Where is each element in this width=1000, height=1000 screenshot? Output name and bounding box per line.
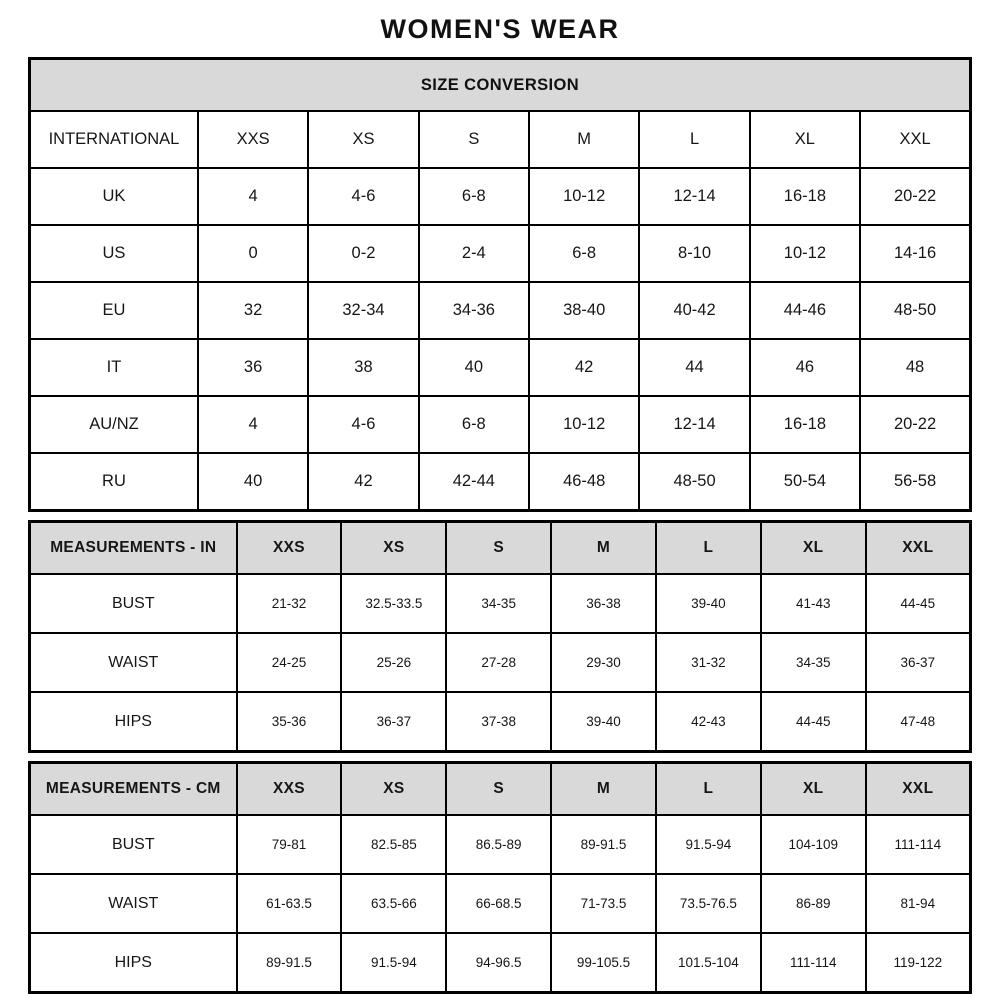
column-header: L [639, 111, 749, 168]
value-cell: 50-54 [750, 453, 860, 511]
value-cell: 40 [419, 339, 529, 396]
value-cell: 10-12 [750, 225, 860, 282]
column-header: S [446, 763, 551, 816]
row-label: IT [30, 339, 198, 396]
value-cell: 32 [198, 282, 308, 339]
value-cell: 4 [198, 168, 308, 225]
table-row [30, 692, 971, 752]
table-row [30, 225, 971, 282]
table-row [30, 396, 971, 453]
value-cell: 94-96.5 [446, 933, 551, 993]
value-cell: 10-12 [529, 396, 639, 453]
value-cell: 44-45 [761, 692, 866, 752]
value-cell: 104-109 [761, 815, 866, 874]
column-header: XXS [198, 111, 308, 168]
value-cell: 73.5-76.5 [656, 874, 761, 933]
table-row [30, 282, 971, 339]
value-cell: 38-40 [529, 282, 639, 339]
value-cell: 79-81 [237, 815, 342, 874]
table-row [30, 168, 971, 225]
column-header-row [30, 763, 971, 816]
column-header: XXS [237, 763, 342, 816]
value-cell: 14-16 [860, 225, 970, 282]
row-label: AU/NZ [30, 396, 198, 453]
column-header: XL [750, 111, 860, 168]
value-cell: 34-36 [419, 282, 529, 339]
table-row [30, 574, 971, 633]
row-label: US [30, 225, 198, 282]
value-cell: 40-42 [639, 282, 749, 339]
value-cell: 47-48 [866, 692, 971, 752]
table-title-row [30, 59, 971, 112]
value-cell: 6-8 [419, 396, 529, 453]
value-cell: 42 [529, 339, 639, 396]
table-row [30, 339, 971, 396]
value-cell: 71-73.5 [551, 874, 656, 933]
row-label: BUST [30, 574, 237, 633]
value-cell: 82.5-85 [341, 815, 446, 874]
column-header: L [656, 763, 761, 816]
value-cell: 16-18 [750, 168, 860, 225]
column-header: XXL [866, 522, 971, 575]
column-header: L [656, 522, 761, 575]
value-cell: 42-44 [419, 453, 529, 511]
column-header: M [551, 763, 656, 816]
value-cell: 16-18 [750, 396, 860, 453]
column-header: XXS [237, 522, 342, 575]
row-header-label: MEASUREMENTS - CM [30, 763, 237, 816]
page-title: WOMEN'S WEAR [380, 14, 620, 44]
value-cell: 20-22 [860, 396, 970, 453]
column-header: XS [308, 111, 418, 168]
value-cell: 34-35 [446, 574, 551, 633]
row-label: HIPS [30, 933, 237, 993]
value-cell: 24-25 [237, 633, 342, 692]
value-cell: 89-91.5 [237, 933, 342, 993]
value-cell: 29-30 [551, 633, 656, 692]
table-row [30, 815, 971, 874]
value-cell: 0 [198, 225, 308, 282]
column-header-row [30, 111, 971, 168]
value-cell: 27-28 [446, 633, 551, 692]
row-label: EU [30, 282, 198, 339]
row-label: WAIST [30, 874, 237, 933]
value-cell: 44-45 [866, 574, 971, 633]
value-cell: 32.5-33.5 [341, 574, 446, 633]
column-header: S [419, 111, 529, 168]
value-cell: 6-8 [419, 168, 529, 225]
value-cell: 20-22 [860, 168, 970, 225]
value-cell: 4-6 [308, 396, 418, 453]
value-cell: 44 [639, 339, 749, 396]
value-cell: 111-114 [761, 933, 866, 993]
value-cell: 25-26 [341, 633, 446, 692]
value-cell: 2-4 [419, 225, 529, 282]
value-cell: 46-48 [529, 453, 639, 511]
value-cell: 37-38 [446, 692, 551, 752]
value-cell: 40 [198, 453, 308, 511]
row-label: RU [30, 453, 198, 511]
value-cell: 86.5-89 [446, 815, 551, 874]
value-cell: 101.5-104 [656, 933, 761, 993]
column-header: S [446, 522, 551, 575]
column-header: XS [341, 522, 446, 575]
value-cell: 10-12 [529, 168, 639, 225]
value-cell: 42-43 [656, 692, 761, 752]
value-cell: 12-14 [639, 396, 749, 453]
value-cell: 99-105.5 [551, 933, 656, 993]
measurements-in-table [28, 520, 972, 753]
column-header-row [30, 522, 971, 575]
column-header: M [529, 111, 639, 168]
value-cell: 12-14 [639, 168, 749, 225]
value-cell: 46 [750, 339, 860, 396]
value-cell: 89-91.5 [551, 815, 656, 874]
table-row [30, 933, 971, 993]
column-header: XXL [860, 111, 970, 168]
row-label: HIPS [30, 692, 237, 752]
table-row [30, 874, 971, 933]
row-header-label: MEASUREMENTS - IN [30, 522, 237, 575]
value-cell: 48-50 [639, 453, 749, 511]
value-cell: 6-8 [529, 225, 639, 282]
table-title: SIZE CONVERSION [30, 59, 971, 112]
value-cell: 66-68.5 [446, 874, 551, 933]
value-cell: 44-46 [750, 282, 860, 339]
value-cell: 61-63.5 [237, 874, 342, 933]
value-cell: 38 [308, 339, 418, 396]
value-cell: 81-94 [866, 874, 971, 933]
column-header: XXL [866, 763, 971, 816]
value-cell: 4 [198, 396, 308, 453]
table-row [30, 633, 971, 692]
value-cell: 119-122 [866, 933, 971, 993]
value-cell: 63.5-66 [341, 874, 446, 933]
value-cell: 91.5-94 [341, 933, 446, 993]
column-header: M [551, 522, 656, 575]
value-cell: 86-89 [761, 874, 866, 933]
value-cell: 39-40 [551, 692, 656, 752]
value-cell: 48 [860, 339, 970, 396]
value-cell: 21-32 [237, 574, 342, 633]
table-row [30, 453, 971, 511]
value-cell: 56-58 [860, 453, 970, 511]
value-cell: 0-2 [308, 225, 418, 282]
value-cell: 39-40 [656, 574, 761, 633]
measurements-cm-table [28, 761, 972, 994]
row-header-label: INTERNATIONAL [30, 111, 198, 168]
value-cell: 35-36 [237, 692, 342, 752]
value-cell: 36-37 [866, 633, 971, 692]
row-label: BUST [30, 815, 237, 874]
size-conversion-table [28, 57, 972, 512]
value-cell: 36-38 [551, 574, 656, 633]
value-cell: 91.5-94 [656, 815, 761, 874]
row-label: UK [30, 168, 198, 225]
value-cell: 48-50 [860, 282, 970, 339]
value-cell: 32-34 [308, 282, 418, 339]
value-cell: 36-37 [341, 692, 446, 752]
value-cell: 36 [198, 339, 308, 396]
row-label: WAIST [30, 633, 237, 692]
value-cell: 41-43 [761, 574, 866, 633]
value-cell: 31-32 [656, 633, 761, 692]
value-cell: 111-114 [866, 815, 971, 874]
tables-container [28, 57, 972, 994]
value-cell: 4-6 [308, 168, 418, 225]
value-cell: 8-10 [639, 225, 749, 282]
value-cell: 34-35 [761, 633, 866, 692]
column-header: XS [341, 763, 446, 816]
value-cell: 42 [308, 453, 418, 511]
column-header: XL [761, 763, 866, 816]
column-header: XL [761, 522, 866, 575]
